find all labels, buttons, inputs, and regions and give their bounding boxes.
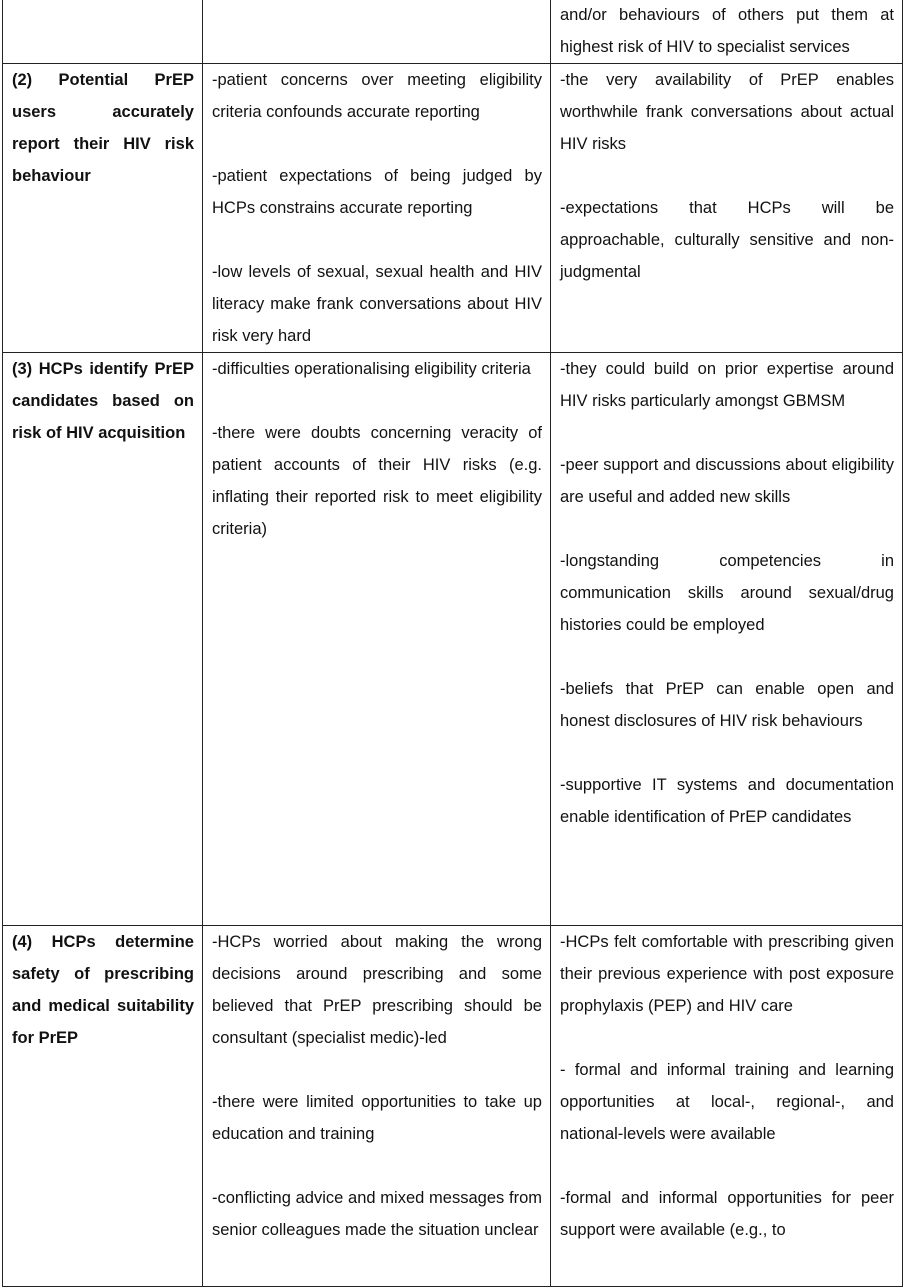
barrier-text: -conflicting advice and mixed messages from senior colleagues made the situation unclear: [212, 1189, 542, 1239]
barrier-text: -there were limited opportunities to take up education and training: [212, 1093, 542, 1143]
table-row: [3, 64, 903, 353]
barrier-text: -patient expectations of being judged by HCPs constrains accurate reporting: [212, 167, 542, 217]
enablers-cell: [551, 353, 903, 926]
enablers-cell: [551, 926, 903, 1287]
barriers-enablers-table: [2, 0, 903, 1287]
barriers-cell: [203, 926, 551, 1287]
barriers-cell: [203, 353, 551, 926]
row-label: (4) HCPs determine safety of prescribing and medical suitability for PrEP: [12, 933, 194, 1047]
enabler-text: -formal and informal opportunities for peer support were available (e.g., to: [560, 1189, 894, 1239]
label-cell: [3, 64, 203, 353]
label-cell: [3, 926, 203, 1287]
barrier-text: -HCPs worried about making the wrong decisions around prescribing and some believed that PrEP prescribing should be consultant (specialist medic)-led: [212, 933, 542, 1047]
enabler-text: -they could build on prior expertise around HIV risks particularly amongst GBMSM: [560, 360, 894, 410]
barrier-text: -difficulties operationalising eligibility criteria: [212, 360, 531, 378]
enablers-cell: [551, 0, 903, 64]
label-cell: [3, 353, 203, 926]
enabler-text: -the very availability of PrEP enables worthwhile frank conversations about actual HIV risks: [560, 71, 894, 153]
barriers-cell: [203, 64, 551, 353]
enabler-text: -expectations that HCPs will be approachable, culturally sensitive and non-judgmental: [560, 199, 894, 281]
table-row: [3, 926, 903, 1287]
barrier-text: -low levels of sexual, sexual health and HIV literacy make frank conversations about HIV risk very hard: [212, 263, 542, 345]
enabler-text: -peer support and discussions about eligibility are useful and added new skills: [560, 456, 894, 506]
enabler-text: -longstanding competencies in communication skills around sexual/drug histories could be employed: [560, 552, 894, 634]
enabler-text: -supportive IT systems and documentation enable identification of PrEP candidates: [560, 776, 894, 826]
table-row: [3, 353, 903, 926]
enabler-text: -HCPs felt comfortable with prescribing given their previous experience with post exposure prophylaxis (PEP) and HIV care: [560, 933, 894, 1015]
barriers-cell: [203, 0, 551, 64]
row-label: (3) HCPs identify PrEP candidates based on risk of HIV acquisition: [12, 360, 194, 442]
table-row: [3, 0, 903, 64]
enablers-cell: [551, 64, 903, 353]
enabler-text: and/or behaviours of others put them at highest risk of HIV to specialist services: [560, 6, 894, 56]
row-label: (2) Potential PrEP users accurately report their HIV risk behaviour: [12, 71, 194, 185]
barrier-text: -there were doubts concerning veracity of patient accounts of their HIV risks (e.g. inflating their reported risk to meet eligibility criteria): [212, 424, 542, 538]
label-cell: [3, 0, 203, 64]
enabler-text: -beliefs that PrEP can enable open and honest disclosures of HIV risk behaviours: [560, 680, 894, 730]
enabler-text: - formal and informal training and learning opportunities at local-, regional-, and national-levels were available: [560, 1061, 894, 1143]
barrier-text: -patient concerns over meeting eligibility criteria confounds accurate reporting: [212, 71, 542, 121]
